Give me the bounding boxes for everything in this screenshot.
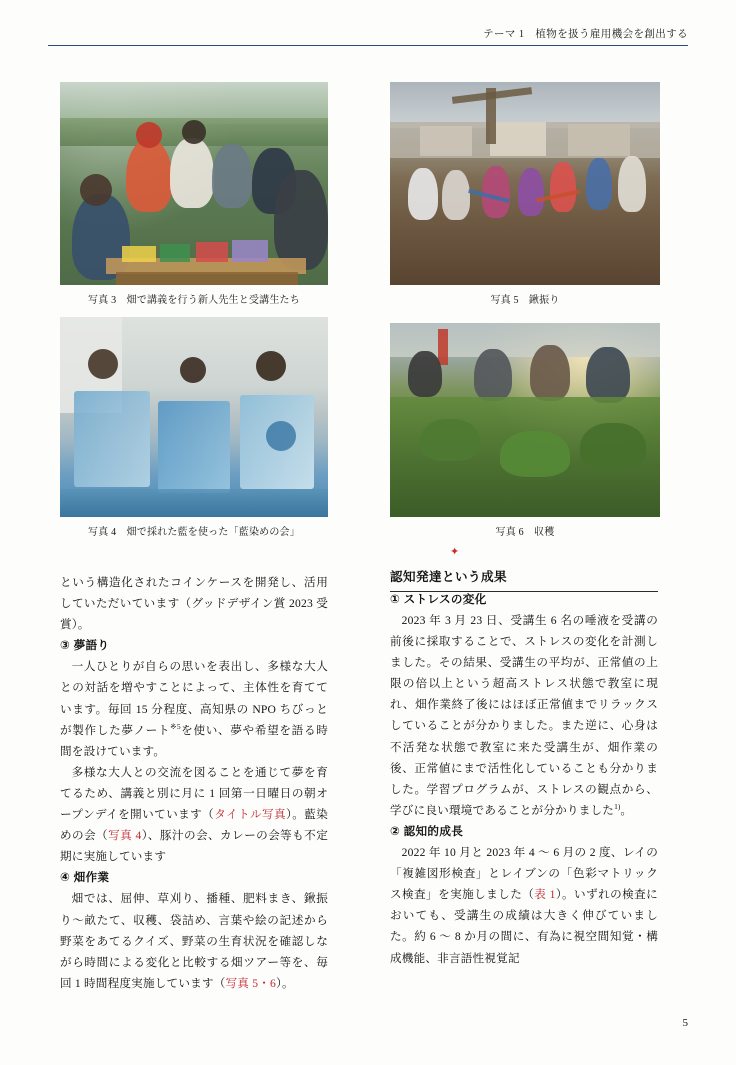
open-day-seg3: ）、豚汁の会、カレーの会等も不定期に実施しています bbox=[60, 829, 329, 864]
stress-text-tail: 。 bbox=[620, 803, 633, 817]
farm-work-seg2: ）。 bbox=[276, 976, 294, 990]
photo-4-dye-pattern bbox=[266, 421, 296, 451]
paragraph-open-day bbox=[60, 762, 328, 867]
photo-4-foreground bbox=[60, 489, 328, 517]
photo-6-person-d bbox=[586, 347, 630, 403]
photo-4-head-left bbox=[88, 349, 118, 379]
photo-5-content bbox=[390, 82, 660, 285]
photo-6-pole bbox=[438, 329, 448, 365]
photo-5-image bbox=[390, 82, 660, 285]
photo-3-material-red bbox=[196, 242, 228, 262]
photo-3-person-c bbox=[170, 138, 214, 208]
stress-text: 2023 年 3 月 23 日、受講生 6 名の唾液を受講の前後に採取することで、ストレスの変化を計測しました。その結果、受講生の平均が、正常値の上限の倍以上という超高ストレス状態で教室に現れ、畑作業終了後にはほぼ正常値までリラックスしていることが分かりました。また逆に、心身は不活発な状態で教室に来た受講生が、畑作業の後、正常値にまで活性化していることも分かりました。学習プログラムが、ストレスの観点から、学びに良い環境であることが分かりました bbox=[390, 614, 658, 817]
cognitive-seg2: ）。いずれの検査においても、受講生の成績は大きく伸びていました。約 6 〜 8 か月の間に、有為に視空間知覚・構成機能、非言語性視覚記 bbox=[390, 888, 658, 965]
page-number: 5 bbox=[682, 1017, 688, 1029]
reference-title-photo[interactable]: タイトル写真 bbox=[214, 808, 286, 822]
photo-3-person-b bbox=[126, 140, 172, 212]
photo-6-leaf-cluster-c bbox=[580, 423, 646, 469]
running-title: テーマ 1 植物を扱う雇用機会を創出する bbox=[483, 29, 688, 40]
figure-3-caption: 写真 3 畑で講義を行う新人先生と受講生たち bbox=[88, 295, 300, 306]
photo-3-image bbox=[60, 82, 328, 285]
page-header bbox=[48, 26, 688, 50]
paragraph-dream-note bbox=[60, 656, 328, 761]
footnote-marker-5: ※5 bbox=[170, 721, 181, 731]
photo-5-person-d bbox=[518, 168, 544, 216]
photo-6-person-b bbox=[474, 349, 512, 401]
figure-photo-6 bbox=[390, 323, 660, 538]
figure-5-caption: 写真 5 鍬振り bbox=[490, 295, 560, 306]
photo-5-person-f bbox=[586, 158, 612, 210]
dream-note-text-after: を使い、夢や希望を語る時間を設けています。 bbox=[60, 723, 329, 758]
photo-4-cloth-left bbox=[74, 391, 150, 487]
paragraph-farm-work bbox=[60, 888, 328, 993]
figure-6-caption: 写真 6 収穫 bbox=[495, 527, 555, 538]
photo-5-person-a bbox=[408, 168, 438, 220]
section-heading-cognitive-development: 認知発達という成果 bbox=[390, 566, 658, 589]
photo-6-person-a bbox=[408, 351, 442, 397]
photo-4-cloth-center bbox=[158, 401, 230, 493]
paragraph-cognitive bbox=[390, 842, 658, 969]
photo-5-person-g bbox=[618, 156, 646, 212]
photo-5-person-b bbox=[442, 170, 470, 220]
photo-3-material-purple bbox=[232, 240, 268, 262]
figure-photo-3 bbox=[60, 82, 328, 306]
heading-stress-change: ① ストレスの変化 bbox=[390, 592, 487, 606]
photo-5-house-a bbox=[420, 126, 472, 156]
paragraph-coin-case: という構造化されたコインケースを開発し、活用していただいています（グッドデザイン賞 2023 受賞）。 bbox=[60, 576, 328, 632]
heading-dream-talk: ③ 夢語り bbox=[60, 639, 110, 653]
photo-4-head-right bbox=[256, 351, 286, 381]
photo-3-table-shadow bbox=[116, 272, 298, 285]
photo-6-leaf-cluster-b bbox=[500, 431, 570, 477]
photo-3-material-green bbox=[160, 244, 190, 262]
photo-3-person-f bbox=[274, 170, 328, 270]
heading-cognitive-growth: ② 認知的成長 bbox=[390, 824, 464, 838]
reference-table-1[interactable]: 表 1 bbox=[534, 888, 556, 902]
photo-6-leaf-cluster-a bbox=[420, 419, 480, 461]
photo-3-person-d bbox=[212, 144, 252, 208]
photo-5-house-c bbox=[568, 124, 630, 156]
dream-note-text-before: 一人ひとりが自らの思いを表出し、多様な大人との対話を増やすことによって、主体性を育てています。毎回 15 分程度、高知県の NPO ちびっとが製作した夢ノート bbox=[60, 660, 328, 737]
photo-3-cap-b bbox=[136, 122, 162, 148]
photo-4-head-center bbox=[180, 357, 206, 383]
photo-6-content bbox=[390, 323, 660, 517]
photo-5-person-e bbox=[550, 162, 576, 212]
header-divider-rule bbox=[48, 45, 688, 46]
photo-5-house-b bbox=[490, 122, 546, 156]
photo-6-image bbox=[390, 323, 660, 517]
photo-3-content bbox=[60, 82, 328, 285]
cognitive-seg1: 2022 年 10 月と 2023 年 4 〜 6 月の 2 度、レイの「複雑図形検査」とレイブンの「色彩マトリックス検査」を実施しました（ bbox=[390, 846, 658, 902]
figure-4-caption: 写真 4 畑で採れた藍を使った「藍染めの会」 bbox=[88, 527, 300, 538]
reference-photo-5-6[interactable]: 写真 5・6 bbox=[225, 976, 276, 990]
body-column-left bbox=[60, 572, 328, 994]
photo-3-head-c bbox=[182, 120, 206, 144]
photo-5-person-c bbox=[482, 166, 510, 218]
photo-3-material-yellow bbox=[122, 246, 156, 262]
photo-4-image bbox=[60, 317, 328, 517]
photo-5-soil bbox=[390, 222, 660, 285]
open-day-seg1: 多様な大人との交流を図ることを通じて夢を育てるため、講義と別に月に 1 回第一日曜日の朝オープンデイを開いています（ bbox=[60, 765, 328, 822]
photo-3-head-a bbox=[80, 174, 112, 206]
paragraph-stress bbox=[390, 610, 658, 821]
photo-6-person-c bbox=[530, 345, 570, 401]
farm-work-seg1: 畑では、屈伸、草刈り、播種、肥料まき、鍬振り〜畝たて、収穫、袋詰め、言葉や絵の記述から野菜をあてるクイズ、野菜の生育状況を確認しながら時間による変化と比較する畑ツアー等を、毎回 1 時間程度実施しています（ bbox=[60, 892, 328, 990]
heading-farm-work: ④ 畑作業 bbox=[60, 871, 110, 885]
body-column-right bbox=[390, 566, 658, 969]
footnote-marker-1: 1) bbox=[614, 801, 621, 811]
figure-photo-4 bbox=[60, 317, 328, 538]
open-day-seg2: ）。藍染めの会（ bbox=[60, 808, 328, 843]
reference-photo-4[interactable]: 写真 4 bbox=[108, 829, 142, 843]
figure-photo-5 bbox=[390, 82, 660, 306]
photo-4-content bbox=[60, 317, 328, 517]
editorial-mark-icon: ✦ bbox=[450, 546, 460, 558]
